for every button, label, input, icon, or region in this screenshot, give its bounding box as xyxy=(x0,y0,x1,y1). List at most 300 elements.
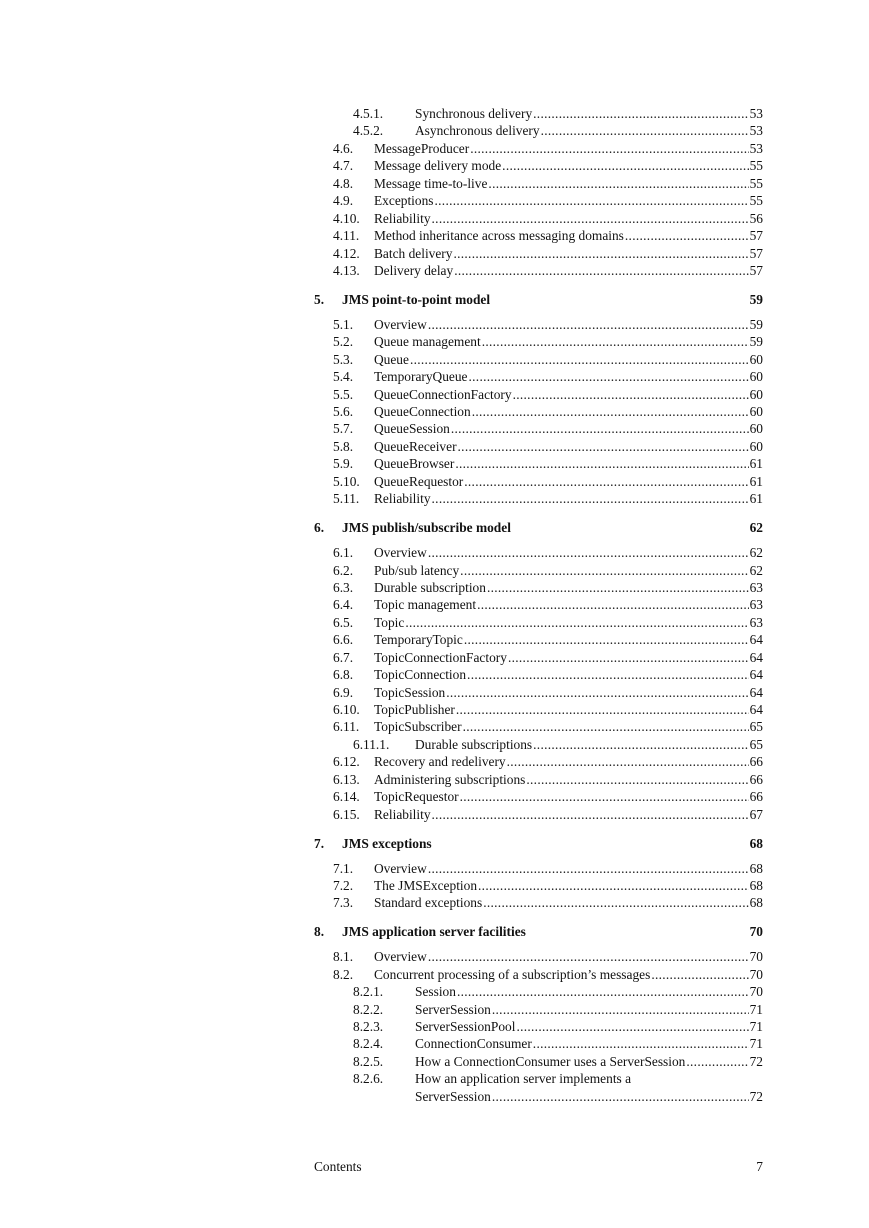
entry-page-number: 72 xyxy=(749,1088,763,1104)
entry-title: TopicPublisher xyxy=(374,702,455,717)
entry-number: 4.5.2. xyxy=(353,123,384,139)
toc-chapter-entry[interactable] xyxy=(314,291,763,308)
toc-section-entry[interactable] xyxy=(314,860,763,877)
entry-title-line xyxy=(374,806,763,823)
toc-section-entry[interactable] xyxy=(314,684,763,701)
entry-title-line xyxy=(415,1088,763,1105)
entry-page-number: 63 xyxy=(749,579,763,595)
toc-section-entry[interactable] xyxy=(314,614,763,631)
toc-section-entry[interactable] xyxy=(314,403,763,420)
dot-leader xyxy=(432,806,749,823)
toc-section-entry[interactable] xyxy=(314,438,763,455)
toc-subsection-entry[interactable] xyxy=(314,736,763,753)
entry-title: Overview xyxy=(374,949,427,965)
dot-leader xyxy=(526,771,748,788)
entry-page-number: 53 xyxy=(749,123,763,139)
entry-page-number: 59 xyxy=(749,334,763,350)
entry-page-number: 64 xyxy=(749,649,763,665)
entry-title-line xyxy=(374,351,763,368)
entry-page-number: 64 xyxy=(749,702,763,717)
toc-section-entry[interactable] xyxy=(314,210,763,227)
entry-number: 8.2. xyxy=(333,966,354,982)
entry-title-line xyxy=(374,473,763,490)
entry-title: ConnectionConsumer xyxy=(415,1036,532,1052)
entry-title: Queue management xyxy=(374,334,481,350)
entry-number: 8.2.2. xyxy=(353,1001,384,1017)
toc-section-entry[interactable] xyxy=(314,175,763,192)
toc-section-entry[interactable] xyxy=(314,140,763,157)
entry-page-number: 55 xyxy=(749,158,763,174)
entry-title: Reliability xyxy=(374,806,431,822)
entry-page-number: 64 xyxy=(749,684,763,700)
toc-section-entry[interactable] xyxy=(314,490,763,507)
entry-page-number: 66 xyxy=(749,754,763,770)
toc-chapter-entry[interactable] xyxy=(314,519,763,536)
entry-page-number: 61 xyxy=(749,491,763,507)
entry-number: 5.10. xyxy=(333,473,360,489)
entry-number: 6.13. xyxy=(333,771,360,787)
entry-number: 4.12. xyxy=(333,245,360,261)
dot-leader xyxy=(451,420,749,437)
entry-number: 5.8. xyxy=(333,438,354,454)
entry-page-number: 65 xyxy=(749,719,763,735)
entry-title: ServerSession xyxy=(415,1088,491,1104)
chapter-number: 8. xyxy=(314,924,325,940)
toc-section-entry[interactable] xyxy=(314,316,763,333)
entry-page-number: 62 xyxy=(749,562,763,578)
dot-leader xyxy=(464,473,748,490)
toc-section-entry[interactable] xyxy=(314,701,763,718)
toc-section-entry[interactable] xyxy=(314,544,763,561)
chapter-number: 6. xyxy=(314,520,325,536)
entry-number: 4.7. xyxy=(333,158,354,174)
entry-title-line xyxy=(374,877,763,894)
toc-subsection-entry[interactable] xyxy=(314,1035,763,1052)
dot-leader xyxy=(507,753,749,770)
entry-number: 4.8. xyxy=(333,175,354,191)
entry-title: TopicConnectionFactory xyxy=(374,649,507,665)
toc-section-entry[interactable] xyxy=(314,966,763,983)
entry-title: TopicSession xyxy=(374,684,446,700)
dot-leader xyxy=(492,1088,749,1105)
entry-title-line xyxy=(415,1035,763,1052)
entry-title: Pub/sub latency xyxy=(374,562,460,578)
toc-section-entry[interactable] xyxy=(314,718,763,735)
entry-page-number: 68 xyxy=(749,877,763,893)
entry-number: 6.6. xyxy=(333,632,354,648)
toc-section-entry[interactable] xyxy=(314,262,763,279)
entry-number: 6.11.1. xyxy=(353,736,390,752)
entry-page-number: 71 xyxy=(749,1001,763,1017)
chapter-title: JMS publish/subscribe model xyxy=(342,520,511,536)
entry-title: Asynchronous delivery xyxy=(415,123,540,139)
entry-title-line xyxy=(415,105,763,122)
entry-title: Batch delivery xyxy=(374,245,453,261)
dot-leader xyxy=(405,614,748,631)
entry-title-line xyxy=(374,316,763,333)
entry-page-number: 66 xyxy=(749,771,763,787)
chapter-page-number: 68 xyxy=(749,835,763,851)
entry-title-line xyxy=(374,386,763,403)
entry-number: 5.6. xyxy=(333,404,354,419)
chapter-page-number: 70 xyxy=(749,924,763,940)
entry-page-number: 59 xyxy=(749,316,763,332)
toc-chapter-entry[interactable] xyxy=(314,923,763,940)
dot-leader xyxy=(467,666,749,683)
entry-title-line xyxy=(415,736,763,753)
entry-title-line xyxy=(374,175,763,192)
entry-title: Standard exceptions xyxy=(374,895,483,911)
dot-leader xyxy=(651,966,748,983)
dot-leader xyxy=(625,227,749,244)
entry-title: QueueSession xyxy=(374,421,450,437)
footer-section-title: Contents xyxy=(314,1159,362,1174)
entry-title-line xyxy=(415,1053,763,1070)
entry-title: Method inheritance across messaging domains xyxy=(374,228,624,244)
entry-number: 6.4. xyxy=(333,597,354,613)
dot-leader xyxy=(686,1053,748,1070)
entry-number: 6.11. xyxy=(333,719,360,735)
dot-leader xyxy=(456,701,749,718)
dot-leader xyxy=(482,333,749,350)
entry-page-number: 61 xyxy=(749,473,763,489)
dot-leader xyxy=(428,860,749,877)
chapter-title: JMS point-to-point model xyxy=(342,291,491,307)
toc-section-entry[interactable] xyxy=(314,666,763,683)
entry-number: 6.10. xyxy=(333,702,360,717)
dot-leader xyxy=(463,718,749,735)
entry-title-line xyxy=(374,666,763,683)
entry-title: How an application server implements a xyxy=(415,1071,632,1087)
entry-page-number: 70 xyxy=(749,949,763,965)
toc-section-entry[interactable] xyxy=(314,806,763,823)
entry-title-line xyxy=(374,245,763,262)
entry-page-number: 60 xyxy=(749,421,763,437)
entry-title-line xyxy=(374,701,763,718)
entry-title-line xyxy=(374,262,763,279)
dot-leader xyxy=(453,245,748,262)
toc-section-entry[interactable] xyxy=(314,753,763,770)
entry-page-number: 60 xyxy=(749,386,763,402)
toc-section-entry[interactable] xyxy=(314,386,763,403)
toc-section-entry[interactable] xyxy=(314,788,763,805)
entry-title: Durable subscriptions xyxy=(415,736,533,752)
dot-leader xyxy=(470,140,748,157)
entry-title-line xyxy=(415,122,763,139)
entry-page-number: 65 xyxy=(749,736,763,752)
dot-leader xyxy=(533,736,748,753)
entry-title-line xyxy=(374,631,763,648)
entry-page-number: 55 xyxy=(749,193,763,209)
dot-leader xyxy=(478,877,749,894)
entry-number: 4.11. xyxy=(333,228,360,244)
entry-title: QueueBrowser xyxy=(374,456,455,472)
entry-number: 6.5. xyxy=(333,614,354,630)
entry-page-number: 70 xyxy=(749,984,763,1000)
toc-section-entry[interactable] xyxy=(314,649,763,666)
entry-title: TopicRequestor xyxy=(374,789,459,805)
toc-section-entry[interactable] xyxy=(314,579,763,596)
dot-leader xyxy=(410,351,749,368)
entry-title-line xyxy=(374,684,763,701)
dot-leader xyxy=(541,122,749,139)
toc-section-entry[interactable] xyxy=(314,455,763,472)
entry-title-line xyxy=(374,753,763,770)
entry-page-number: 71 xyxy=(749,1019,763,1034)
entry-page-number: 63 xyxy=(749,597,763,613)
entry-title-line xyxy=(374,614,763,631)
entry-title-line xyxy=(374,368,763,385)
chapter-number: 5. xyxy=(314,291,325,307)
dot-leader xyxy=(457,983,749,1000)
toc-section-entry[interactable] xyxy=(314,245,763,262)
entry-title-line xyxy=(374,140,763,157)
dot-leader xyxy=(469,368,749,385)
toc-subsection-entry[interactable] xyxy=(314,1018,763,1035)
entry-page-number: 53 xyxy=(749,106,763,121)
toc-section-entry[interactable] xyxy=(314,333,763,350)
entry-number: 5.7. xyxy=(333,421,354,437)
entry-title-line xyxy=(374,860,763,877)
entry-title-line xyxy=(415,1018,763,1035)
footer-page-number: 7 xyxy=(756,1159,763,1174)
entry-page-number: 61 xyxy=(749,456,763,472)
entry-title-line xyxy=(374,544,763,561)
entry-title: Message time-to-live xyxy=(374,175,488,191)
entry-title: QueueRequestor xyxy=(374,473,464,489)
entry-number: 4.10. xyxy=(333,210,360,226)
entry-number: 8.2.4. xyxy=(353,1036,384,1052)
entry-title: Queue xyxy=(374,351,409,367)
entry-number: 6.12. xyxy=(333,754,360,770)
dot-leader xyxy=(492,1001,749,1018)
dot-leader xyxy=(487,579,749,596)
entry-page-number: 68 xyxy=(749,860,763,876)
entry-number: 8.1. xyxy=(333,949,354,965)
dot-leader xyxy=(432,210,749,227)
entry-title-line xyxy=(374,771,763,788)
chapter-page-number: 62 xyxy=(749,520,763,536)
entry-title-line xyxy=(415,983,763,1000)
toc-section-entry[interactable] xyxy=(314,473,763,490)
entry-title: QueueConnectionFactory xyxy=(374,386,512,402)
dot-leader xyxy=(508,649,749,666)
entry-title-line xyxy=(415,1001,763,1018)
dot-leader xyxy=(460,788,749,805)
entry-page-number: 63 xyxy=(749,614,763,630)
entry-title: Topic management xyxy=(374,597,477,613)
entry-number: 6.3. xyxy=(333,579,354,595)
dot-leader xyxy=(513,386,749,403)
entry-title-line xyxy=(374,649,763,666)
entry-page-number: 60 xyxy=(749,438,763,454)
entry-title-line xyxy=(374,227,763,244)
entry-number: 8.2.5. xyxy=(353,1053,384,1069)
entry-number: 4.9. xyxy=(333,193,354,209)
entry-title-line xyxy=(374,157,763,174)
entry-number: 6.14. xyxy=(333,789,360,805)
entry-number: 6.1. xyxy=(333,545,354,561)
entry-title: QueueReceiver xyxy=(374,438,457,454)
entry-number: 6.8. xyxy=(333,667,354,683)
dot-leader xyxy=(533,1035,749,1052)
dot-leader xyxy=(464,631,749,648)
entry-title: TopicSubscriber xyxy=(374,719,462,735)
entry-title: Synchronous delivery xyxy=(415,106,533,121)
dot-leader xyxy=(458,438,749,455)
entry-title-line xyxy=(374,403,763,420)
toc-section-entry[interactable] xyxy=(314,877,763,894)
dot-leader xyxy=(483,894,748,911)
entry-number: 6.15. xyxy=(333,806,360,822)
page-footer xyxy=(314,1158,763,1176)
entry-title: Session xyxy=(415,984,456,1000)
entry-title: ServerSessionPool xyxy=(415,1019,516,1034)
toc-section-entry[interactable] xyxy=(314,948,763,965)
entry-number: 7.2. xyxy=(333,877,354,893)
entry-number: 4.6. xyxy=(333,140,354,156)
entry-title-line xyxy=(374,420,763,437)
entry-title: TopicConnection xyxy=(374,667,467,683)
entry-number: 5.9. xyxy=(333,456,354,472)
entry-title-line xyxy=(374,210,763,227)
entry-number: 4.5.1. xyxy=(353,106,384,121)
entry-page-number: 70 xyxy=(749,966,763,982)
toc-section-entry[interactable] xyxy=(314,368,763,385)
entry-title: Overview xyxy=(374,860,427,876)
entry-title-line xyxy=(374,579,763,596)
entry-number: 6.9. xyxy=(333,684,354,700)
dot-leader xyxy=(428,316,749,333)
entry-number: 5.11. xyxy=(333,491,360,507)
toc-section-entry[interactable] xyxy=(314,420,763,437)
entry-title: Administering subscriptions xyxy=(374,771,526,787)
toc-section-entry[interactable] xyxy=(314,596,763,613)
dot-leader xyxy=(533,105,748,122)
dot-leader xyxy=(502,157,748,174)
entry-number: 7.1. xyxy=(333,860,354,876)
toc-entry-continuation[interactable] xyxy=(314,1088,763,1105)
toc-subsection-entry[interactable] xyxy=(314,1053,763,1070)
entry-title-line xyxy=(374,333,763,350)
entry-title-line xyxy=(374,718,763,735)
chapter-title: JMS application server facilities xyxy=(342,924,526,940)
entry-title-line xyxy=(374,966,763,983)
toc-subsection-entry[interactable] xyxy=(314,983,763,1000)
dot-leader xyxy=(472,403,749,420)
entry-title: TemporaryQueue xyxy=(374,369,468,385)
toc-section-entry[interactable] xyxy=(314,771,763,788)
entry-title-line xyxy=(374,438,763,455)
entry-page-number: 66 xyxy=(749,789,763,805)
toc-section-entry[interactable] xyxy=(314,157,763,174)
entry-title: Recovery and redelivery xyxy=(374,754,506,770)
entry-page-number: 56 xyxy=(749,210,763,226)
entry-page-number: 71 xyxy=(749,1036,763,1052)
entry-title-line xyxy=(374,455,763,472)
entry-title: Topic xyxy=(374,614,405,630)
entry-title-line xyxy=(374,192,763,209)
toc-chapter-entry[interactable] xyxy=(314,835,763,852)
entry-number: 4.13. xyxy=(333,262,360,278)
entry-number: 5.2. xyxy=(333,334,354,350)
entry-number: 5.1. xyxy=(333,316,354,332)
toc-section-entry[interactable] xyxy=(314,894,763,911)
toc-section-entry[interactable] xyxy=(314,192,763,209)
entry-title-line xyxy=(374,490,763,507)
entry-page-number: 60 xyxy=(749,369,763,385)
entry-page-number: 62 xyxy=(749,545,763,561)
entry-number: 5.4. xyxy=(333,369,354,385)
entry-title: How a ConnectionConsumer uses a ServerSession xyxy=(415,1053,686,1069)
entry-number: 5.3. xyxy=(333,351,354,367)
table-of-contents xyxy=(314,105,763,1105)
entry-title: Overview xyxy=(374,545,427,561)
entry-title: The JMSException xyxy=(374,877,478,893)
entry-title: Overview xyxy=(374,316,427,332)
dot-leader xyxy=(435,192,749,209)
entry-page-number: 60 xyxy=(749,351,763,367)
dot-leader xyxy=(428,544,749,561)
entry-number: 6.2. xyxy=(333,562,354,578)
entry-title: QueueConnection xyxy=(374,404,471,419)
toc-section-entry[interactable] xyxy=(314,227,763,244)
entry-number: 7.3. xyxy=(333,895,354,911)
dot-leader xyxy=(446,684,748,701)
entry-page-number: 60 xyxy=(749,404,763,419)
dot-leader xyxy=(488,175,748,192)
chapter-page-number: 59 xyxy=(749,291,763,307)
entry-title: ServerSession xyxy=(415,1001,491,1017)
entry-page-number: 57 xyxy=(749,262,763,278)
entry-number: 8.2.3. xyxy=(353,1019,384,1034)
entry-title: Reliability xyxy=(374,210,431,226)
entry-page-number: 68 xyxy=(749,895,763,911)
entry-title-line xyxy=(374,948,763,965)
dot-leader xyxy=(516,1018,748,1035)
entry-page-number: 53 xyxy=(749,140,763,156)
toc-section-entry[interactable] xyxy=(314,631,763,648)
entry-page-number: 72 xyxy=(749,1053,763,1069)
toc-subsection-entry[interactable] xyxy=(314,1001,763,1018)
entry-page-number: 67 xyxy=(749,806,763,822)
toc-subsection-entry[interactable] xyxy=(314,122,763,139)
entry-page-number: 57 xyxy=(749,245,763,261)
toc-subsection-entry[interactable] xyxy=(314,105,763,122)
dot-leader xyxy=(432,490,749,507)
toc-section-entry[interactable] xyxy=(314,351,763,368)
entry-title-line xyxy=(415,1070,763,1087)
dot-leader xyxy=(428,948,749,965)
entry-title: MessageProducer xyxy=(374,140,470,156)
entry-page-number: 64 xyxy=(749,632,763,648)
toc-section-entry[interactable] xyxy=(314,562,763,579)
chapter-title: JMS exceptions xyxy=(342,835,432,851)
entry-title: Concurrent processing of a subscription’s messages xyxy=(374,966,651,982)
dot-leader xyxy=(454,262,748,279)
entry-title: Exceptions xyxy=(374,193,434,209)
toc-subsection-entry[interactable] xyxy=(314,1070,763,1087)
entry-title-line xyxy=(374,562,763,579)
entry-title-line xyxy=(374,894,763,911)
chapter-number: 7. xyxy=(314,835,325,851)
entry-title: TemporaryTopic xyxy=(374,632,463,648)
dot-leader xyxy=(477,596,749,613)
dot-leader xyxy=(460,562,748,579)
entry-number: 8.2.1. xyxy=(353,984,384,1000)
entry-page-number: 57 xyxy=(749,228,763,244)
entry-page-number: 64 xyxy=(749,667,763,683)
